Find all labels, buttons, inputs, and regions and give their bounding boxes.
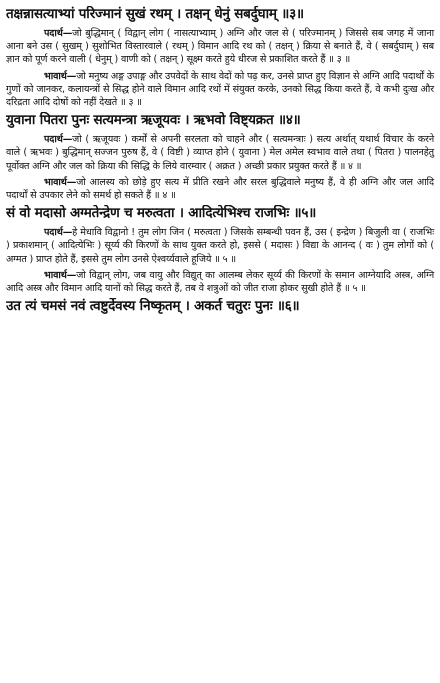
- padartha-label: पदार्थ—: [44, 227, 73, 239]
- bhavartha-label: भावार्थ—: [44, 176, 77, 188]
- mantra-verse-3: तक्षन्नासत्याभ्यां परिज्मानं सुखं रथम् । तक्षन् धेनुं सबर्दुघाम् ॥३॥: [6, 6, 304, 22]
- bhavartha-label: भावार्थ—: [44, 269, 77, 281]
- bhavartha-paragraph-5: [6, 269, 434, 295]
- mantra-verse-5: सं वो मदासो अग्मतेन्द्रेण च मरुत्वता । आदित्येभिश्च राजभिः ॥५॥: [6, 205, 317, 222]
- bhavartha-text: जो विद्वान् लोग, जब वायु और विद्युत् का आलम्ब लेकर सूर्य्य की किरणों के समान आग्नेयादि अस्त्र, अग्नि आदि अस्त्र और विमान आदि यानों को सिद्ध करते हैं, तब वे शत्रुओं को जीत राजा होकर सुखी होते हैं ॥ ५ ॥: [6, 269, 434, 295]
- padartha-label: पदार्थ—: [44, 28, 73, 39]
- mantra-verse-4: युवाना पितरा पुनः सत्यमन्त्रा ऋजूयवः । ऋभवो विष्ट्यक्रत ॥४॥: [6, 112, 301, 129]
- padartha-label: पदार्थ—: [44, 134, 73, 146]
- padartha-text: जो बुद्धिमान् ( विद्वान् लोग ( नासत्याभ्याम् ) अग्नि और जल से ( परिज्मानम् ) जिससे सब जगह में जाना आना बने उस ( सुखम् ) सुशोभित विस्तारवाले ( रथम् ) विमान आदि रथ को ( तक्षन् ) क्रिया से बनाते हैं, वे ( सबर्दुघाम् ) सब ज्ञान को पूर्ण करने वाली ( धेनुम् ) वाणी को ( तक्षन् ) सूक्ष्म करते हुये धीरज से प्रकाशित करते हैं ॥ ३ ॥: [6, 28, 434, 66]
- bhavartha-text: जो मनुष्य अङ्ग उपाङ्ग और उपवेदों के साथ वेदों को पढ़ कर, उनसे प्राप्त हुए विज्ञान से अग्नि आदि पदार्थों के गुणों को जानकर, कलायन्त्रों से सिद्ध होने वाले विमान आदि रथों में संयुक्त करके, उनको सिद्ध किया करते हैं, वे कभी दुःख और दरिद्रता आदि दोषों को नहीं देखते ॥ ३ ॥: [6, 70, 434, 109]
- padartha-paragraph-3: [6, 27, 434, 67]
- bhavartha-paragraph-4: [6, 176, 434, 202]
- bhavartha-label: भावार्थ—: [44, 70, 77, 82]
- padartha-paragraph-4: [6, 133, 434, 173]
- padartha-paragraph-5: [6, 226, 434, 266]
- padartha-text: हे मेधावि विद्वानो ! तुम लोग जिन ( मरुत्वता ) जिसके सम्बन्धी पवन हैं, उस ( इन्द्रेण ) बिजुली वा ( राजभिः ) प्रकाशमान् ( आदित्येभिः ) सूर्य्य की किरणों के साथ युक्त करते हो, इससे ( मदासः ) विद्या के आनन्द ( वः ) तुम लोगों को ( अग्मत ) प्राप्त होते हैं, इससे तुम लोग उनसे ऐश्वर्य्यवाले हूजिये ॥ ५ ॥: [6, 227, 434, 265]
- mantra-verse-6: उत त्यं चमसं नवं त्वष्टुर्देवस्य निष्कृतम् । अकर्त चतुरः पुनः ॥६॥: [6, 298, 300, 315]
- padartha-text: जो ( ऋजूयवः ) कर्मों से अपनी सरलता को चाहने और ( सत्यमन्त्राः ) सत्य अर्थात् यथार्थ विचार के करने वाले ( ऋभवः ) बुद्धिमान् सज्जन पुरुष हैं, वे ( विष्टी ) व्याप्त होने ( युवाना ) मेल अमेल स्वभाव वाले तथा ( पितरा ) पालनहेतु पूर्वोक्त अग्नि और जल को क्रिया की सिद्धि के लिये वारम्वार ( अक्रत ) अच्छी प्रकार प्रयुक्त करते हैं ॥ ४ ॥: [6, 134, 434, 172]
- bhavartha-text: जो आलस्य को छोड़े हुए सत्य में प्रीति रखने और सरल बुद्धिवाले मनुष्य हैं, वे ही अग्नि और जल आदि पदार्थों से उपकार लेने को समर्थ हो सकते हैं ॥ ४ ॥: [6, 176, 434, 202]
- bhavartha-paragraph-3: [6, 70, 434, 110]
